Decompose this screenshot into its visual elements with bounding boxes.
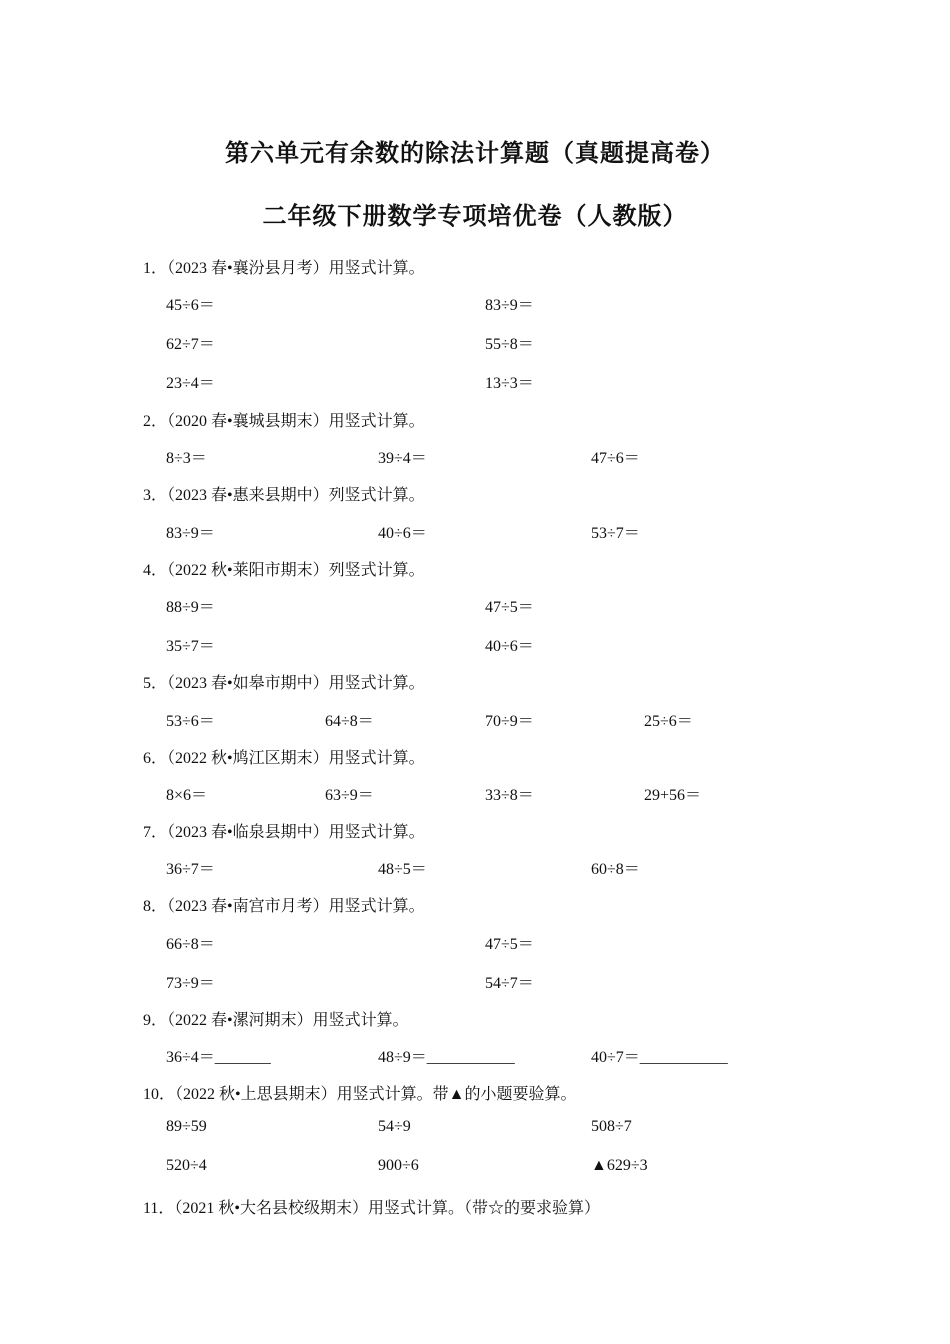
expression: 83÷9＝ xyxy=(485,297,534,314)
expression: 54÷7＝ xyxy=(485,975,534,992)
expression: 33÷8＝ xyxy=(485,787,534,804)
question-5-heading: 5．（2023 春•如皋市期中）用竖式计算。 xyxy=(143,675,425,692)
expression: 70÷9＝ xyxy=(485,713,534,730)
expression: 48÷5＝ xyxy=(378,861,427,878)
expression: 13÷3＝ xyxy=(485,375,534,392)
expression: 40÷7＝___________ xyxy=(591,1049,728,1066)
expression: 64÷8＝ xyxy=(325,713,374,730)
expression: 73÷9＝ xyxy=(166,975,215,992)
expression: 62÷7＝ xyxy=(166,336,215,353)
question-2-heading: 2．（2020 春•襄城县期末）用竖式计算。 xyxy=(143,413,425,430)
expression: 36÷7＝ xyxy=(166,861,215,878)
expression: 53÷6＝ xyxy=(166,713,215,730)
expression: 55÷8＝ xyxy=(485,336,534,353)
expression: 508÷7 xyxy=(591,1118,632,1135)
expression: 29+56＝ xyxy=(644,787,702,804)
question-10-heading: 10．（2022 秋•上思县期末）用竖式计算。带▲的小题要验算。 xyxy=(143,1086,577,1103)
expression: 66÷8＝ xyxy=(166,936,215,953)
question-3-heading: 3．（2023 春•惠来县期中）列竖式计算。 xyxy=(143,487,425,504)
expression: 900÷6 xyxy=(378,1157,419,1174)
expression: 8÷3＝ xyxy=(166,450,207,467)
expression: 47÷6＝ xyxy=(591,450,640,467)
expression: 89÷59 xyxy=(166,1118,207,1135)
expression: 45÷6＝ xyxy=(166,297,215,314)
expression: ▲629÷3 xyxy=(591,1157,648,1174)
question-1-heading: 1．（2023 春•襄汾县月考）用竖式计算。 xyxy=(143,260,425,277)
expression: 47÷5＝ xyxy=(485,599,534,616)
expression: 88÷9＝ xyxy=(166,599,215,616)
question-7-heading: 7．（2023 春•临泉县期中）用竖式计算。 xyxy=(143,824,425,841)
expression: 60÷8＝ xyxy=(591,861,640,878)
question-8-heading: 8．（2023 春•南宫市月考）用竖式计算。 xyxy=(143,898,425,915)
expression: 54÷9 xyxy=(378,1118,411,1135)
expression: 40÷6＝ xyxy=(485,638,534,655)
expression: 83÷9＝ xyxy=(166,525,215,542)
question-11-heading: 11．（2021 秋•大名县校级期末）用竖式计算。（带☆的要求验算） xyxy=(143,1200,601,1217)
expression: 40÷6＝ xyxy=(378,525,427,542)
expression: 36÷4＝_______ xyxy=(166,1049,271,1066)
question-6-heading: 6．（2022 秋•鸠江区期末）用竖式计算。 xyxy=(143,750,425,767)
expression: 53÷7＝ xyxy=(591,525,640,542)
expression: 35÷7＝ xyxy=(166,638,215,655)
expression: 47÷5＝ xyxy=(485,936,534,953)
expression: 8×6＝ xyxy=(166,787,208,804)
page-title: 第六单元有余数的除法计算题（真题提高卷） xyxy=(225,139,725,167)
question-4-heading: 4．（2022 秋•莱阳市期末）列竖式计算。 xyxy=(143,562,425,579)
expression: 63÷9＝ xyxy=(325,787,374,804)
expression: 39÷4＝ xyxy=(378,450,427,467)
expression: 520÷4 xyxy=(166,1157,207,1174)
expression: 23÷4＝ xyxy=(166,375,215,392)
page-subtitle: 二年级下册数学专项培优卷（人教版） xyxy=(262,202,688,230)
expression: 25÷6＝ xyxy=(644,713,693,730)
expression: 48÷9＝___________ xyxy=(378,1049,515,1066)
question-9-heading: 9．（2022 春•漯河期末）用竖式计算。 xyxy=(143,1012,409,1029)
